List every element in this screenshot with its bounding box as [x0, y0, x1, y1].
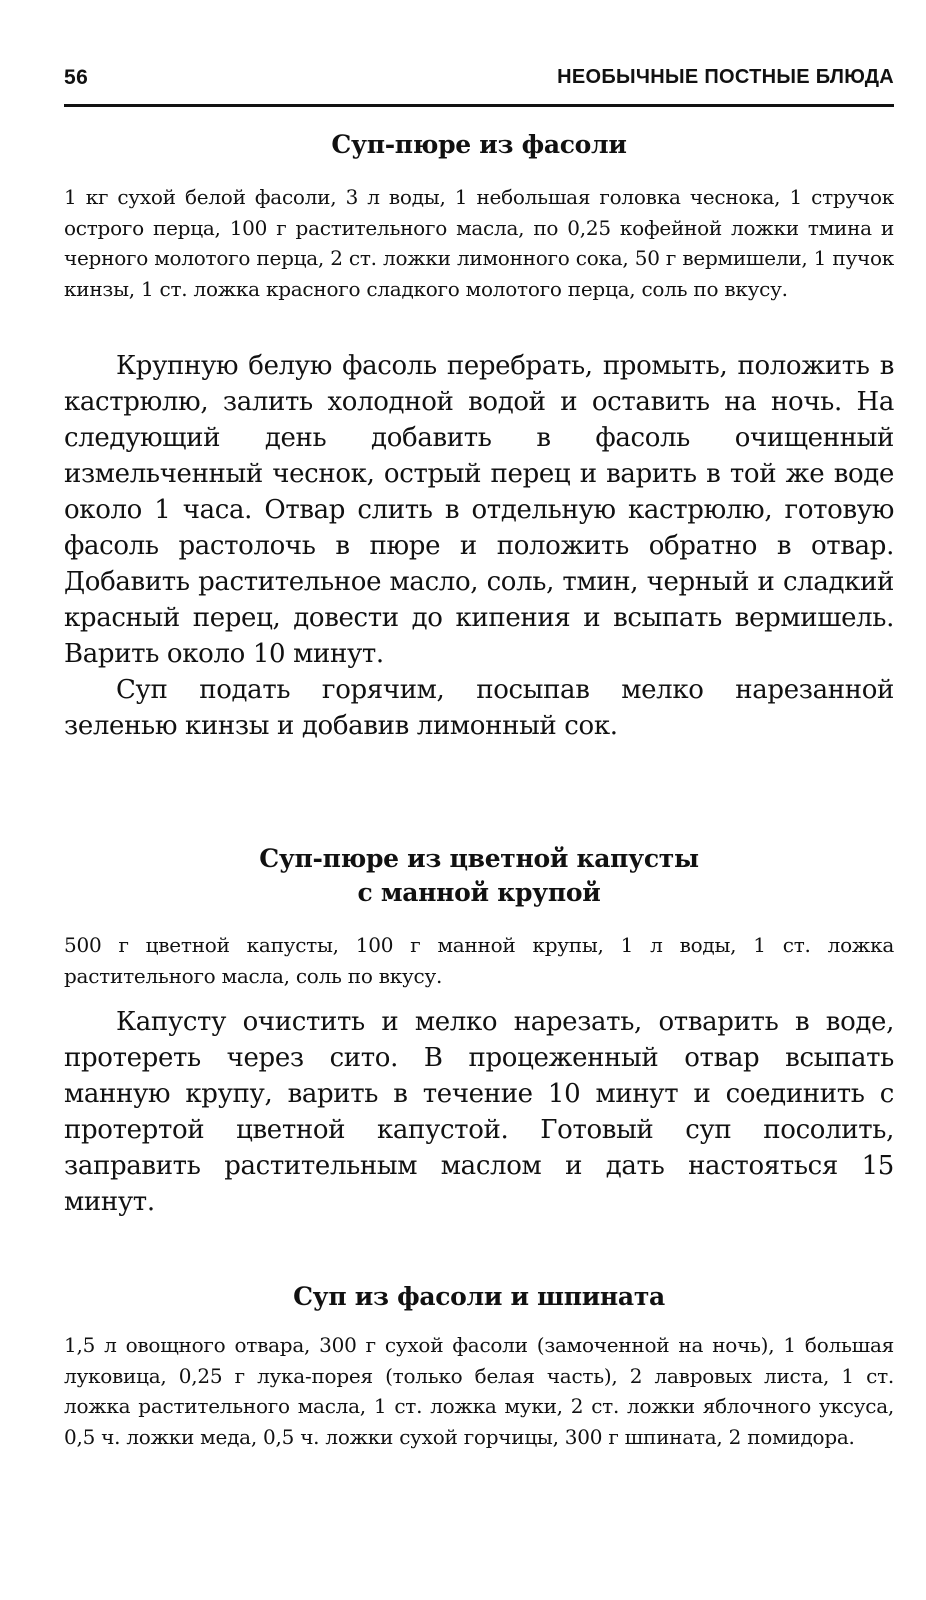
method-paragraph: Крупную белую фасоль перебрать, промыть, положить в кастрюлю, залить холодной водой и оставить на ночь. На следующий день добавить в фасоль очищенный измельченный чеснок, острый перец и варить в той же воде около 1 часа. Отвар слить в отдельную кастрюлю, готовую фасоль растолочь в пюре и положить обратно в отвар. Добавить растительное масло, соль, тмин, черный и сладкий красный перец, довести до кипения и всыпать вермишель. Варить около 10 минут. [64, 351, 894, 669]
recipe-ingredients: 1,5 л овощного отвара, 300 г сухой фасоли (замоченной на ночь), 1 большая луковица, 0,25 г лука-порея (только белая часть), 2 лавровых листа, 1 ст. ложка растительного масла, 1 ст. ложка муки, 2 ст. ложки яблочного уксуса, 0,5 ч. ложки меда, 0,5 ч. ложки сухой горчицы, 300 г шпината, 2 помидора. [64, 1333, 894, 1449]
recipe-title-line: Суп-пюре из цветной капусты [259, 844, 699, 873]
recipe-title [64, 842, 894, 910]
recipe-title-line: с манной крупой [357, 878, 601, 907]
recipe-method [64, 1004, 894, 1220]
recipe-title: Суп из фасоли и шпината [293, 1282, 665, 1311]
header-rule [64, 104, 894, 107]
running-head [64, 66, 894, 96]
recipe-ingredients: 1 кг сухой белой фасоли, 3 л воды, 1 небольшая головка чеснока, 1 стручок острого перца, 100 г растительного масла, по 0,25 кофейной ложки тмина и черного молотого перца, 2 ст. ложки лимонного сока, 50 г вермишели, 1 пучок кинзы, 1 ст. ложка красного сладкого молотого перца, соль по вкусу. [64, 185, 894, 301]
recipe-method [64, 348, 894, 744]
recipe-ingredients: 500 г цветной капусты, 100 г манной крупы, 1 л воды, 1 ст. ложка растительного масла, соль по вкусу. [64, 933, 894, 988]
page-number: 56 [64, 66, 89, 89]
method-paragraph: Суп подать горячим, посыпав мелко нарезанной зеленью кинзы и добавив лимонный сок. [64, 675, 894, 741]
recipe-title: Суп-пюре из фасоли [331, 130, 627, 159]
running-title: НЕОБЫЧНЫЕ ПОСТНЫЕ БЛЮДА [557, 66, 894, 88]
method-paragraph: Капусту очистить и мелко нарезать, отварить в воде, протереть через сито. В процеженный отвар всыпать манную крупу, варить в течение 10 минут и соединить с протертой цветной капустой. Готовый суп посолить, заправить растительным маслом и дать настояться 15 минут. [64, 1007, 894, 1217]
